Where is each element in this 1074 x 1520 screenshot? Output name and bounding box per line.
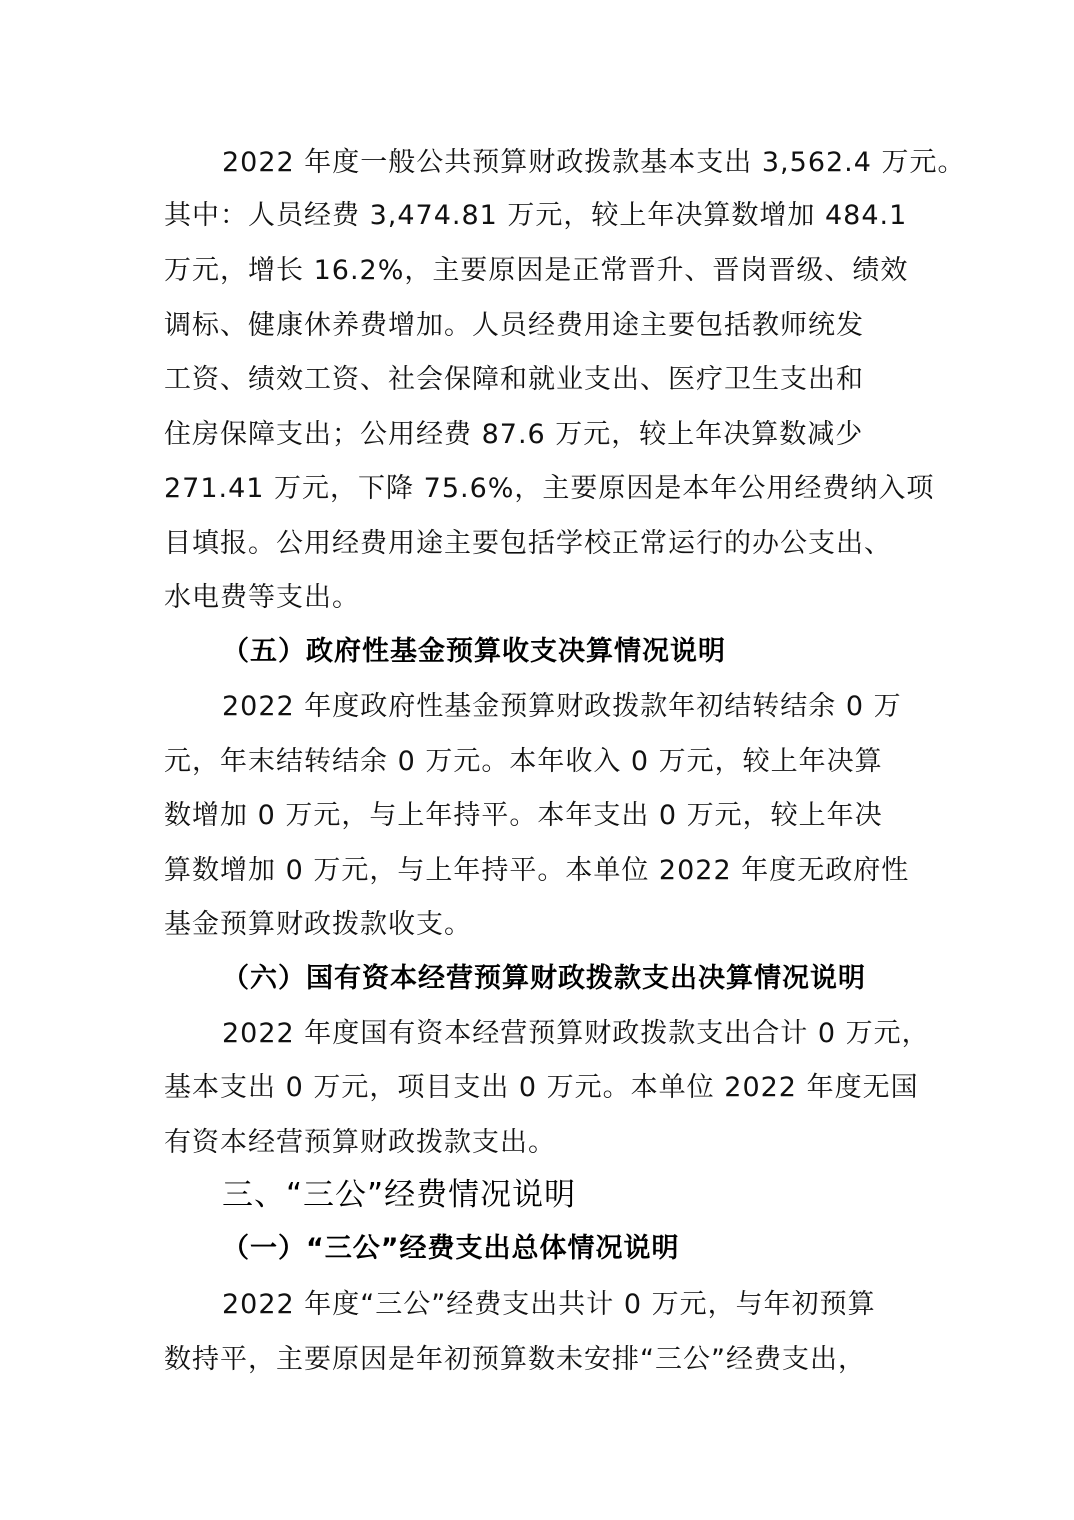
paragraph-line: 元，年末结转结余 0 万元。本年收入 0 万元，较上年决算 (164, 746, 883, 777)
paragraph-line: 2022 年度国有资本经营预算财政拨款支出合计 0 万元， (222, 1018, 930, 1049)
paragraph-line: 2022 年度“三公”经费支出共计 0 万元，与年初预算 (222, 1289, 876, 1320)
section-heading-3-1: （一）“三公”经费支出总体情况说明 (222, 1233, 680, 1264)
paragraph-line: 住房保障支出；公用经费 87.6 万元，较上年决算数减少 (164, 419, 864, 450)
section-heading-6: （六）国有资本经营预算财政拨款支出决算情况说明 (222, 963, 866, 994)
paragraph-line: 其中：人员经费 3,474.81 万元，较上年决算数增加 484.1 (164, 200, 908, 231)
section-heading-5: （五）政府性基金预算收支决算情况说明 (222, 636, 726, 667)
paragraph-line: 水电费等支出。 (164, 582, 360, 613)
paragraph-line: 算数增加 0 万元，与上年持平。本单位 2022 年度无政府性 (164, 855, 910, 886)
paragraph-line: 基金预算财政拨款收支。 (164, 909, 472, 940)
paragraph-line: 数增加 0 万元，与上年持平。本年支出 0 万元，较上年决 (164, 800, 883, 831)
paragraph-line: 2022 年度政府性基金预算财政拨款年初结转结余 0 万 (222, 691, 902, 722)
paragraph-line: 万元，增长 16.2%，主要原因是正常晋升、晋岗晋级、绩效 (164, 255, 909, 286)
paragraph-line: 数持平，主要原因是年初预算数未安排“三公”经费支出， (164, 1344, 866, 1375)
paragraph-line: 2022 年度一般公共预算财政拨款基本支出 3,562.4 万元。 (222, 147, 966, 178)
paragraph-line: 271.41 万元，下降 75.6%，主要原因是本年公用经费纳入项 (164, 473, 935, 504)
part-heading-3: 三、“三公”经费情况说明 (222, 1177, 577, 1213)
paragraph-line: 目填报。公用经费用途主要包括学校正常运行的办公支出、 (164, 528, 892, 559)
paragraph-line: 调标、健康休养费增加。人员经费用途主要包括教师统发 (164, 310, 864, 341)
paragraph-line: 基本支出 0 万元，项目支出 0 万元。本单位 2022 年度无国 (164, 1072, 919, 1103)
paragraph-line: 有资本经营预算财政拨款支出。 (164, 1127, 556, 1158)
paragraph-line: 工资、绩效工资、社会保障和就业支出、医疗卫生支出和 (164, 364, 864, 395)
